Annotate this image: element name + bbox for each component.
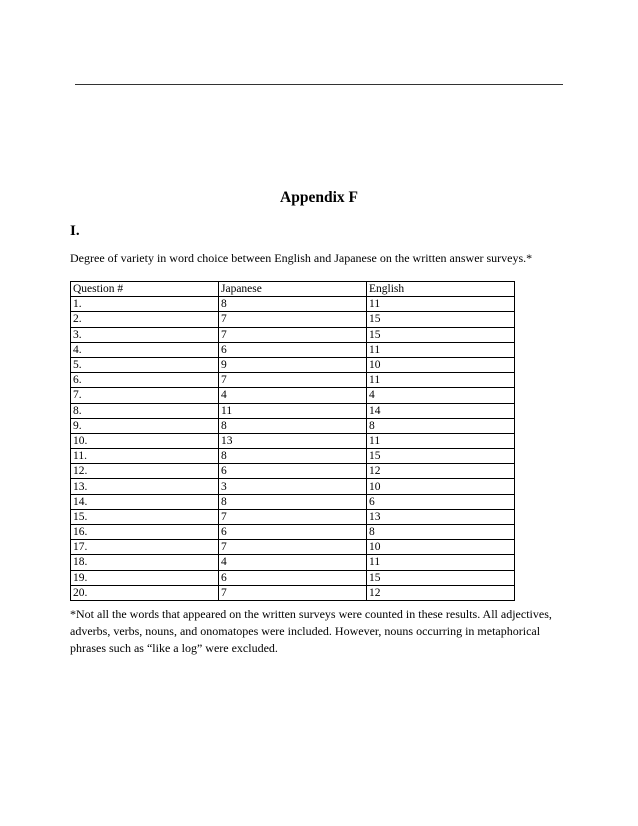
table-row (71, 312, 515, 327)
english-cell: 11 (367, 433, 515, 448)
table-header-row (71, 282, 515, 297)
english-cell: 11 (367, 297, 515, 312)
footnote: *Not all the words that appeared on the written surveys were counted in these results. All adjectives, adverbs, verbs, nouns, and onomatopes were included. However, nouns occurring in metaphorical phrases such as “like a log” were excluded. (70, 607, 552, 655)
english-cell: 14 (367, 403, 515, 418)
english-cell: 11 (367, 373, 515, 388)
japanese-cell: 6 (219, 570, 367, 585)
header-question: Question # (71, 282, 219, 297)
english-cell: 6 (367, 494, 515, 509)
table-row (71, 479, 515, 494)
english-cell: 12 (367, 585, 515, 600)
question-cell: 14. (71, 494, 219, 509)
english-cell: 8 (367, 418, 515, 433)
japanese-cell: 7 (219, 373, 367, 388)
question-cell: 5. (71, 357, 219, 372)
japanese-cell: 8 (219, 418, 367, 433)
japanese-cell: 8 (219, 449, 367, 464)
japanese-cell: 7 (219, 312, 367, 327)
japanese-cell: 6 (219, 525, 367, 540)
japanese-cell: 6 (219, 342, 367, 357)
question-cell: 1. (71, 297, 219, 312)
japanese-cell: 3 (219, 479, 367, 494)
question-cell: 4. (71, 342, 219, 357)
english-cell: 10 (367, 479, 515, 494)
table-row (71, 494, 515, 509)
japanese-cell: 7 (219, 540, 367, 555)
english-cell: 15 (367, 449, 515, 464)
table-row (71, 555, 515, 570)
table-row (71, 585, 515, 600)
table-row (71, 449, 515, 464)
english-cell: 4 (367, 388, 515, 403)
table-row (71, 373, 515, 388)
question-cell: 16. (71, 525, 219, 540)
question-cell: 18. (71, 555, 219, 570)
question-cell: 8. (71, 403, 219, 418)
question-cell: 19. (71, 570, 219, 585)
header-english: English (367, 282, 515, 297)
english-cell: 12 (367, 464, 515, 479)
header-japanese: Japanese (219, 282, 367, 297)
question-cell: 11. (71, 449, 219, 464)
table-row (71, 464, 515, 479)
english-cell: 11 (367, 555, 515, 570)
table-row (71, 570, 515, 585)
japanese-cell: 4 (219, 555, 367, 570)
english-cell: 8 (367, 525, 515, 540)
question-cell: 12. (71, 464, 219, 479)
japanese-cell: 7 (219, 585, 367, 600)
english-cell: 13 (367, 509, 515, 524)
english-cell: 10 (367, 357, 515, 372)
table-row (71, 342, 515, 357)
table-row (71, 525, 515, 540)
question-cell: 3. (71, 327, 219, 342)
table-row (71, 418, 515, 433)
japanese-cell: 4 (219, 388, 367, 403)
table-row (71, 433, 515, 448)
english-cell: 11 (367, 342, 515, 357)
table-row (71, 297, 515, 312)
intro-text: Degree of variety in word choice between English and Japanese on the written answer surveys.* (70, 251, 533, 265)
english-cell: 15 (367, 312, 515, 327)
page-title: Appendix F (280, 189, 358, 206)
question-cell: 15. (71, 509, 219, 524)
table-row (71, 540, 515, 555)
question-cell: 10. (71, 433, 219, 448)
question-cell: 2. (71, 312, 219, 327)
japanese-cell: 9 (219, 357, 367, 372)
top-rule (75, 84, 563, 85)
table-row (71, 388, 515, 403)
table-row (71, 403, 515, 418)
results-table (70, 281, 515, 601)
english-cell: 10 (367, 540, 515, 555)
question-cell: 6. (71, 373, 219, 388)
japanese-cell: 11 (219, 403, 367, 418)
japanese-cell: 7 (219, 327, 367, 342)
japanese-cell: 8 (219, 297, 367, 312)
table-row (71, 327, 515, 342)
question-cell: 17. (71, 540, 219, 555)
english-cell: 15 (367, 327, 515, 342)
question-cell: 9. (71, 418, 219, 433)
question-cell: 13. (71, 479, 219, 494)
japanese-cell: 13 (219, 433, 367, 448)
table-row (71, 509, 515, 524)
section-label: I. (70, 223, 80, 239)
japanese-cell: 8 (219, 494, 367, 509)
question-cell: 7. (71, 388, 219, 403)
question-cell: 20. (71, 585, 219, 600)
japanese-cell: 7 (219, 509, 367, 524)
table-row (71, 357, 515, 372)
english-cell: 15 (367, 570, 515, 585)
japanese-cell: 6 (219, 464, 367, 479)
